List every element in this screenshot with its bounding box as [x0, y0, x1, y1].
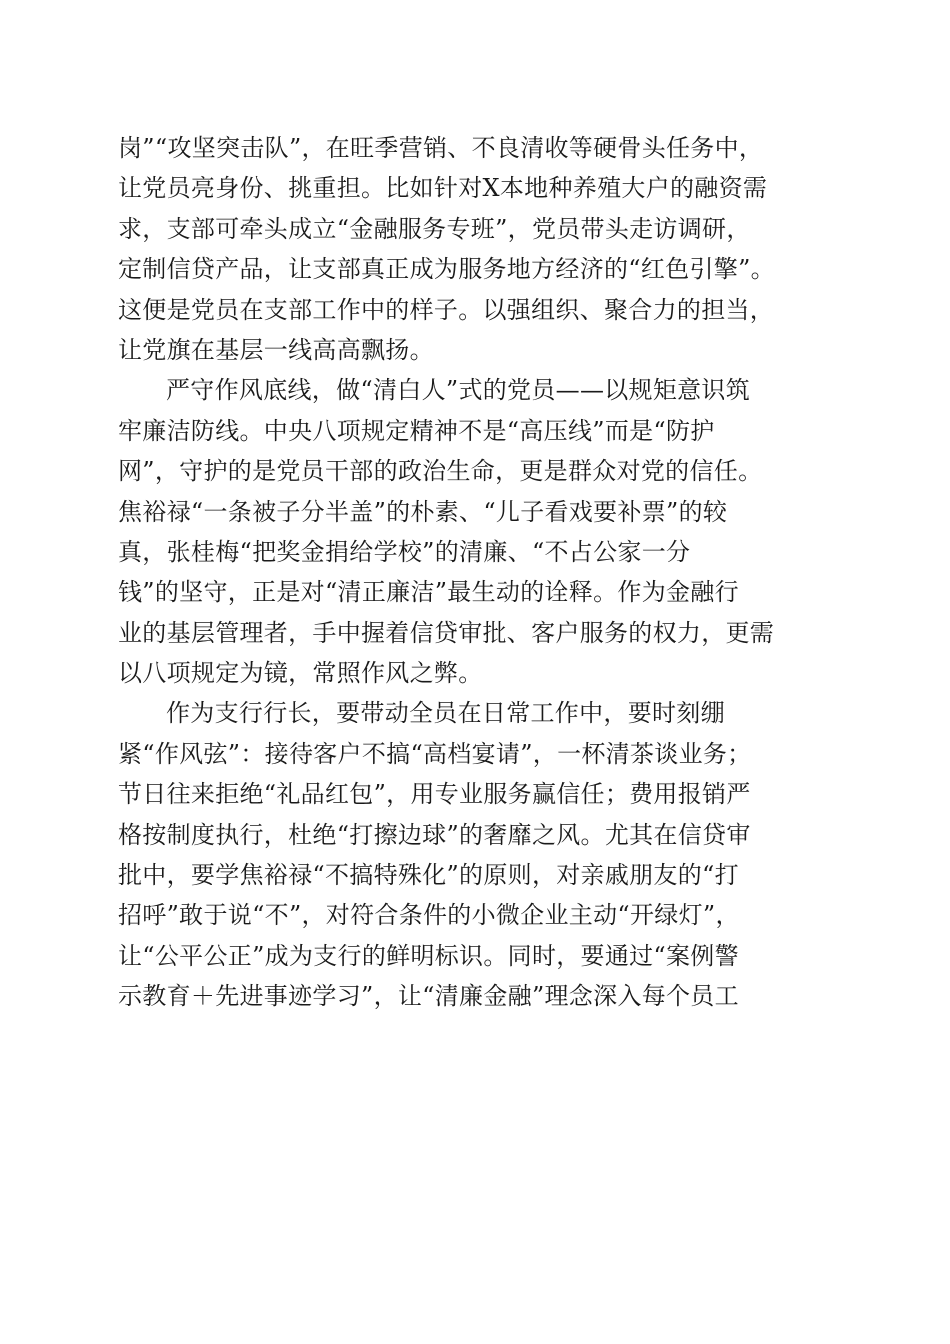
text-line: 作为支行行长，要带动全员在日常工作中，要时刻绷 [166, 699, 725, 728]
text-line: 这便是党员在支部工作中的样子。以强组织、聚合力的担当， [118, 295, 775, 324]
text-line: 业的基层管理者，手中握着信贷审批、客户服务的权力，更需 [118, 618, 775, 647]
text-line: 批中，要学焦裕禄“不搞特殊化”的原则，对亲戚朋友的“打 [118, 861, 739, 890]
paragraph-1 [118, 128, 838, 370]
text-line: 真，张桂梅“把奖金捐给学校”的清廉、“不占公家一分 [118, 537, 691, 566]
text-line: 严守作风底线，做“清白人”式的党员——以规矩意识筑 [166, 376, 751, 405]
text-line: 紧“作风弦”：接待客户不搞“高档宴请”，一杯清茶谈业务； [118, 739, 752, 768]
text-line: 让党员亮身份、挑重担。比如针对X本地种养殖大户的融资需 [118, 174, 768, 203]
text-line: 牢廉洁防线。中央八项规定精神不是“高压线”而是“防护 [118, 416, 715, 445]
text-line: 示教育＋先进事迹学习”，让“清廉金融”理念深入每个员工 [118, 982, 739, 1011]
text-line: 求，支部可牵头成立“金融服务专班”，党员带头走访调研， [118, 214, 751, 243]
text-line: 招呼”敢于说“不”，对符合条件的小微企业主动“开绿灯”， [118, 901, 740, 930]
text-line: 焦裕禄“一条被子分半盖”的朴素、“儿子看戏要补票”的较 [118, 497, 728, 526]
text-line: 网”，守护的是党员干部的政治生命，更是群众对党的信任。 [118, 457, 763, 486]
text-line: 岗”“攻坚突击队”，在旺季营销、不良清收等硬骨头任务中， [118, 134, 764, 162]
text-line: 节日往来拒绝“礼品红包”，用专业服务赢信任；费用报销严 [118, 780, 751, 809]
text-line: 让党旗在基层一线高高飘扬。 [118, 335, 434, 364]
text-line: 以八项规定为镜，常照作风之弊。 [118, 659, 483, 688]
text-line: 格按制度执行，杜绝“打擦边球”的奢靡之风。尤其在信贷审 [118, 820, 751, 849]
text-line: 钱”的坚守，正是对“清正廉洁”最生动的诠释。作为金融行 [118, 578, 739, 607]
paragraph-2 [118, 370, 838, 693]
text-line: 让“公平公正”成为支行的鲜明标识。同时，要通过“案例警 [118, 941, 739, 970]
text-line: 定制信贷产品，让支部真正成为服务地方经济的“红色引擎”。 [118, 255, 775, 284]
paragraph-3 [118, 693, 838, 1016]
body-text [118, 128, 838, 1017]
